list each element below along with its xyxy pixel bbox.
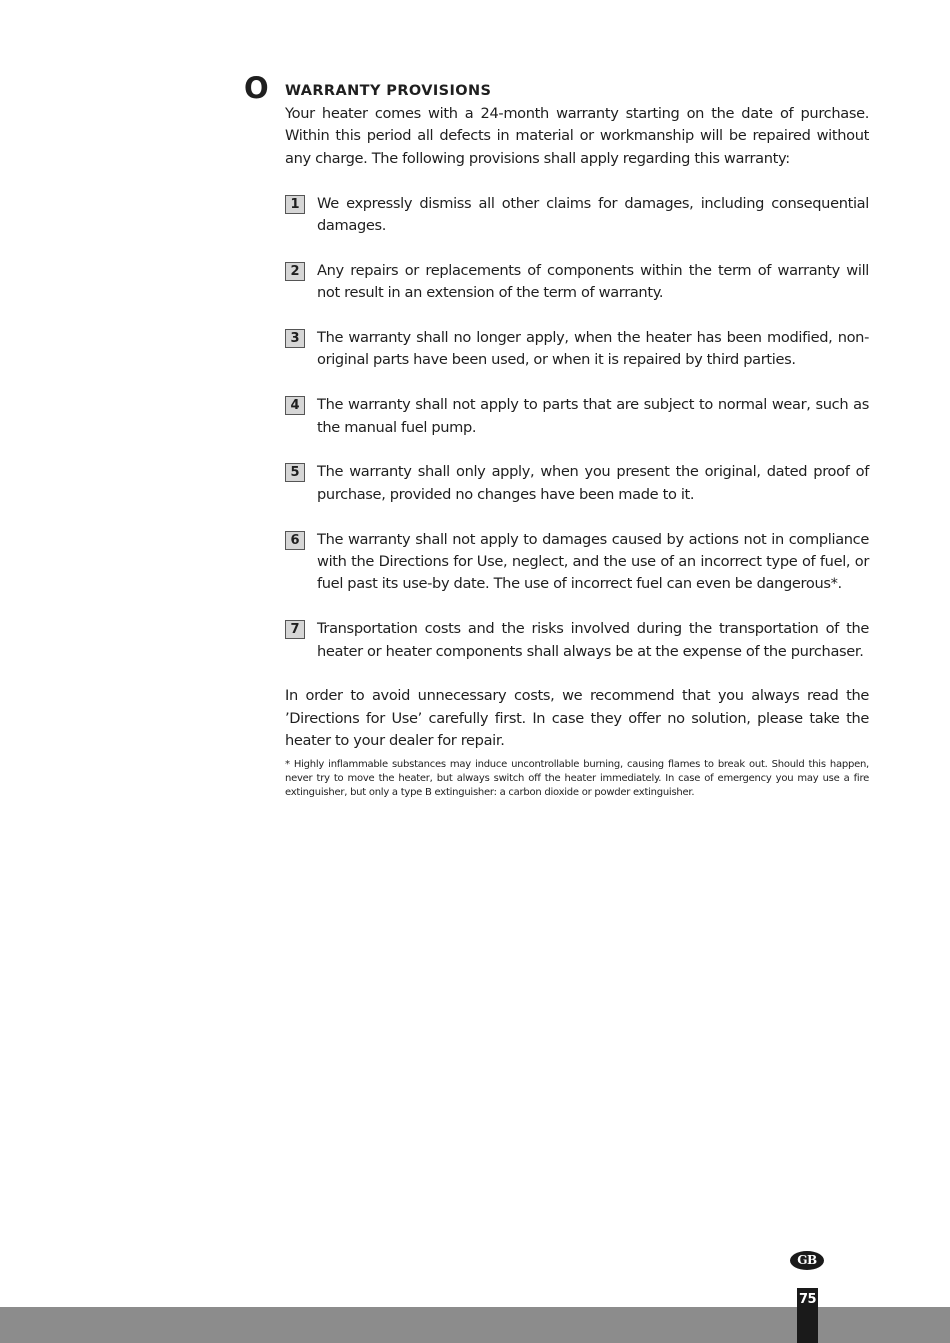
closing-paragraph: In order to avoid unnecessary costs, we recommend that you always read the ’Directions for Use’ carefully first. In case they offer no solution, please take the heater to your dealer for repair.	[285, 687, 869, 750]
document-body	[285, 103, 869, 800]
provision-list	[285, 193, 869, 663]
footnote: * Highly inflammable substances may induce uncontrollable burning, causing flames to break out. Should this happen, never try to move the heater, but always switch off the heater immediately. In case of emergency you may use a fire extinguisher, but only a type B extinguisher: a carbon dioxide or powder extinguisher.	[285, 758, 869, 798]
provision-text: The warranty shall no longer apply, when the heater has been modified, non-original parts have been used, or when it is repaired by third parties.	[317, 329, 869, 369]
provision-item	[285, 327, 869, 372]
provision-text: We expressly dismiss all other claims for damages, including consequential damages.	[317, 194, 869, 235]
provision-item	[285, 193, 869, 238]
intro-paragraph: Your heater comes with a 24-month warranty starting on the date of purchase. Within this period all defects in material or workmanship will be repaired without any charge. The following provisions shall apply regarding this warranty:	[285, 105, 869, 167]
page-number: 75	[797, 1288, 818, 1343]
provision-number-badge: 7	[285, 620, 305, 639]
section-title: WARRANTY PROVISIONS	[285, 83, 492, 99]
provision-text: Any repairs or replacements of components within the term of warranty will not result in an extension of the term of warranty.	[317, 261, 869, 302]
provision-item	[285, 529, 869, 596]
provision-number-badge: 1	[285, 195, 305, 214]
provision-number-badge: 2	[285, 262, 305, 281]
provision-item	[285, 394, 869, 439]
provision-number-badge: 3	[285, 329, 305, 348]
provision-text: The warranty shall not apply to parts that are subject to normal wear, such as the manual fuel pump.	[317, 396, 869, 436]
provision-text: The warranty shall only apply, when you present the original, dated proof of purchase, provided no changes have been made to it.	[317, 463, 869, 503]
provision-text: Transportation costs and the risks involved during the transportation of the heater or heater components shall always be at the expense of the purchaser.	[317, 620, 869, 660]
provision-number-badge: 4	[285, 396, 305, 415]
provision-item	[285, 618, 869, 663]
provision-item	[285, 260, 869, 305]
provision-number-badge: 5	[285, 463, 305, 482]
provision-number-badge: 6	[285, 531, 305, 550]
language-badge: GB	[790, 1251, 824, 1270]
provision-item	[285, 461, 869, 506]
provision-text: The warranty shall not apply to damages caused by actions not in compliance with the Directions for Use, neglect, and the use of an incorrect type of fuel, or fuel past its use-by date. The use of incorrect fuel can even be dangerous*.	[317, 530, 869, 593]
section-letter: O	[244, 71, 269, 105]
